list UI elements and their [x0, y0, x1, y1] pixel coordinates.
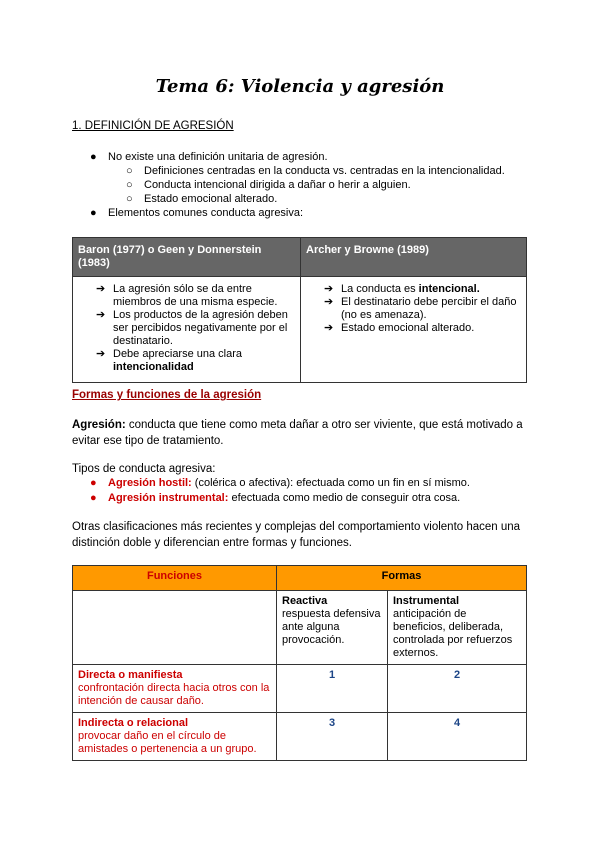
- table-row: [73, 665, 527, 713]
- list-text: Estado emocional alterado.: [341, 322, 475, 334]
- arrow-icon: ➔: [96, 283, 106, 295]
- list-item: ● Agresión instrumental: efectuada como medio de conseguir otra cosa.: [90, 492, 461, 504]
- value-cell: 1: [277, 665, 388, 713]
- function-cell: [73, 665, 277, 713]
- function-desc: confrontación directa hacia otros con la intención de causar daño.: [78, 682, 270, 707]
- definition-text: conducta que tiene como meta dañar a otro ser viviente, que está motivado a evitar ese tipo de tratamiento.: [72, 419, 523, 447]
- forms-functions-table: [72, 565, 527, 761]
- types-list: [90, 476, 470, 506]
- function-cell: [73, 713, 277, 761]
- list-item: [324, 283, 521, 296]
- list-text: La agresión sólo se da entre miembros de una misma especie.: [113, 283, 278, 308]
- value-cell: 4: [388, 713, 527, 761]
- arrow-icon: ➔: [324, 296, 334, 308]
- page-title: Tema 6: Violencia y agresión: [155, 76, 445, 97]
- list-item: ○ Conducta intencional dirigida a dañar o herir a alguien.: [126, 179, 411, 191]
- table-cell: [301, 277, 527, 383]
- list-text: El destinatario debe percibir el daño (no es amenaza).: [341, 296, 517, 321]
- form-desc: anticipación de beneficios, deliberada, controlada por refuerzos externos.: [393, 608, 513, 659]
- list-text: (colérica o afectiva): efectuada como un fin en sí mismo.: [191, 477, 470, 489]
- header-formas: Formas: [277, 566, 527, 591]
- list-text: Debe apreciarse una clara: [113, 348, 243, 360]
- list-text: No existe una definición unitaria de agresión.: [108, 151, 328, 163]
- types-intro: Tipos de conducta agresiva:: [72, 463, 216, 475]
- arrow-icon: ➔: [324, 283, 334, 295]
- list-item: ● Elementos comunes conducta agresiva:: [90, 207, 304, 219]
- list-item: ○ Definiciones centradas en la conducta vs. centradas en la intencionalidad.: [126, 165, 505, 177]
- form-desc: respuesta defensiva ante alguna provocación.: [282, 608, 381, 646]
- function-name: Directa o manifiesta: [78, 669, 183, 681]
- list-text: Estado emocional alterado.: [144, 193, 278, 205]
- definition-list: [90, 150, 505, 220]
- table-row: [73, 713, 527, 761]
- function-name: Indirecta o relacional: [78, 717, 189, 729]
- list-item: [96, 283, 295, 309]
- arrow-icon: ➔: [96, 309, 106, 321]
- list-item: [96, 309, 295, 348]
- bold-text: intencionalidad: [113, 361, 194, 373]
- term: Agresión instrumental:: [108, 492, 229, 504]
- arrow-icon: ➔: [96, 348, 106, 360]
- form-name: Instrumental: [393, 595, 460, 607]
- list-text: Los productos de la agresión deben ser percibidos negativamente por el destinatario.: [113, 309, 288, 347]
- section-heading: 1. DEFINICIÓN DE AGRESIÓN: [72, 120, 234, 132]
- list-text: Conducta intencional dirigida a dañar o herir a alguien.: [144, 179, 411, 191]
- list-item: ○ Estado emocional alterado.: [126, 193, 278, 205]
- definition-paragraph: [72, 418, 532, 449]
- term: Agresión:: [72, 419, 126, 431]
- header-funciones: Funciones: [73, 566, 277, 591]
- classification-paragraph: Otras clasificaciones más recientes y complejas del comportamiento violento hacen una distinción doble y diferencian entre formas y funciones.: [72, 521, 521, 549]
- list-text: La conducta es: [341, 283, 419, 295]
- function-desc: provocar daño en el círculo de amistades o pertenencia a un grupo.: [78, 730, 257, 755]
- list-item: [324, 296, 521, 322]
- section-subheading: Formas y funciones de la agresión: [72, 389, 262, 401]
- value-cell: 2: [388, 665, 527, 713]
- authors-table: [72, 237, 527, 383]
- empty-cell: [73, 591, 277, 665]
- list-item: [324, 322, 521, 335]
- bold-text: intencional.: [418, 283, 480, 295]
- list-item: ● Agresión hostil: (colérica o afectiva): efectuada como un fin en sí mismo.: [90, 477, 470, 489]
- table-header: Archer y Browne (1989): [301, 238, 527, 277]
- form-cell: [388, 591, 527, 665]
- table-header: Baron (1977) o Geen y Donnerstein (1983): [73, 238, 301, 277]
- form-cell: [277, 591, 388, 665]
- list-text: Elementos comunes conducta agresiva:: [108, 207, 304, 219]
- list-text: efectuada como medio de conseguir otra cosa.: [228, 492, 461, 504]
- table-cell: [73, 277, 301, 383]
- list-item: ● No existe una definición unitaria de agresión.: [90, 151, 328, 163]
- arrow-icon: ➔: [324, 322, 334, 334]
- list-text: Definiciones centradas en la conducta vs. centradas en la intencionalidad.: [144, 165, 505, 177]
- form-name: Reactiva: [282, 595, 328, 607]
- term: Agresión hostil:: [108, 477, 192, 489]
- list-item: [96, 348, 295, 374]
- value-cell: 3: [277, 713, 388, 761]
